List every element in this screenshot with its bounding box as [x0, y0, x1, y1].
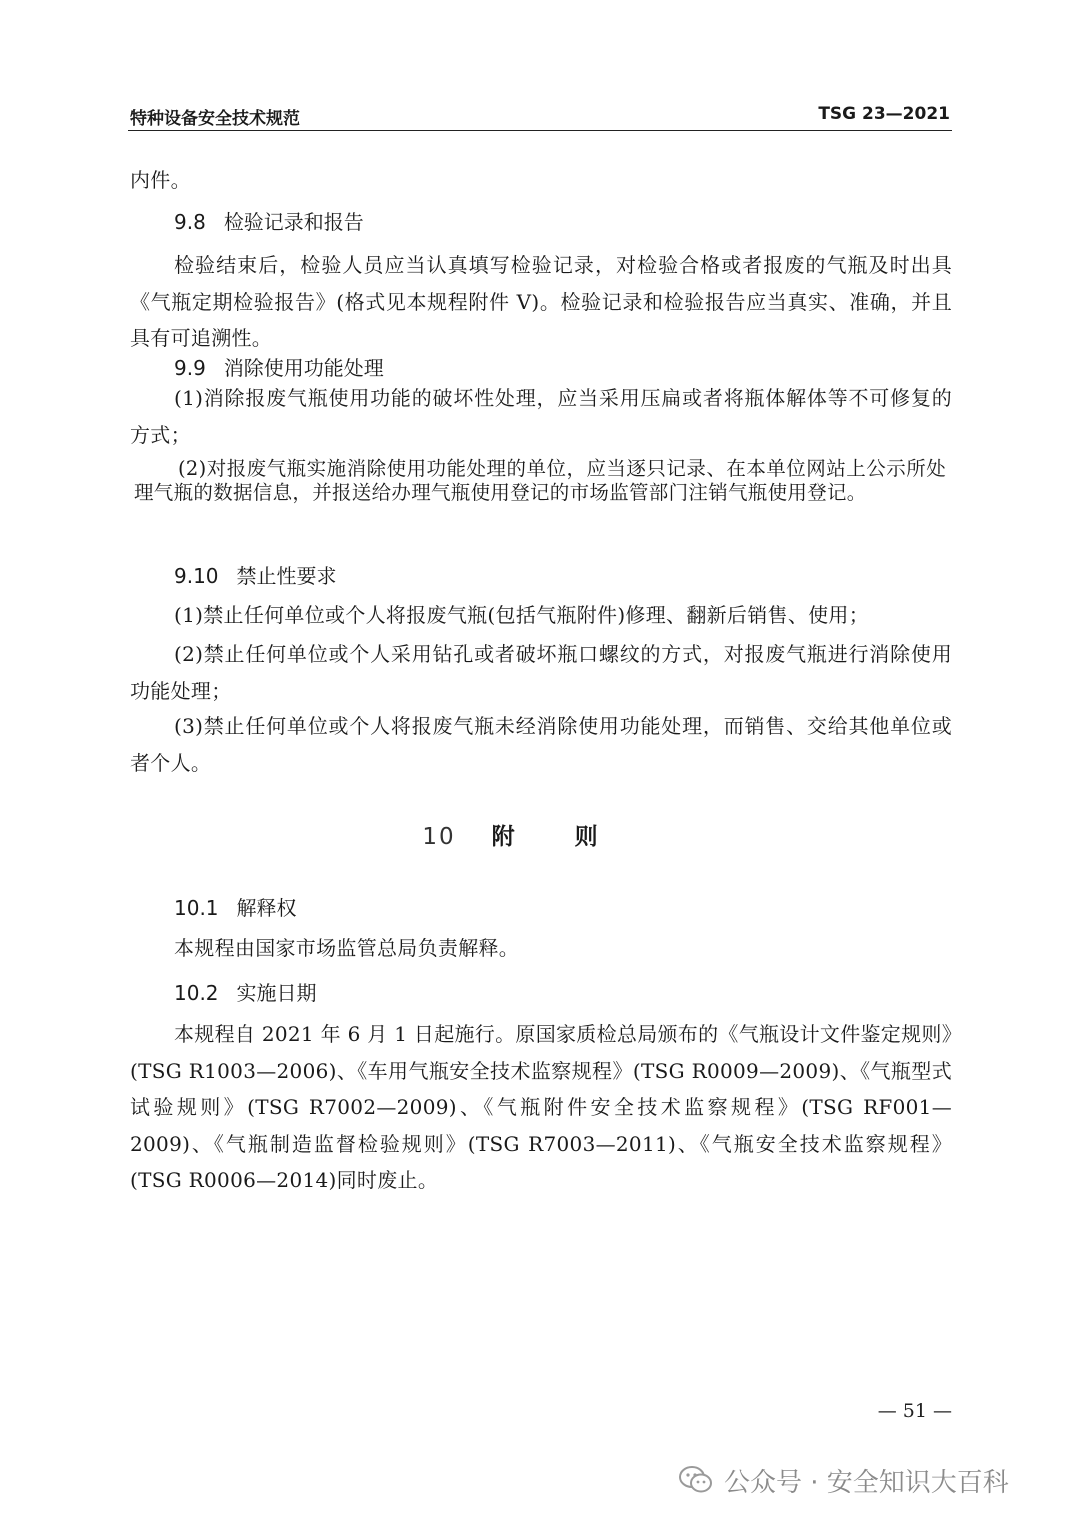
page-number: — 51 —: [877, 1400, 952, 1422]
section-9-8-heading: [174, 204, 364, 240]
section-number: 9.9: [174, 356, 206, 380]
section-title: 解释权: [236, 896, 297, 920]
section-9-10-item-3: (3)禁止任何单位或个人将报废气瓶未经消除使用功能处理，而销售、交给其他单位或者个人。: [130, 714, 952, 775]
section-9-9-item-2: (2)对报废气瓶实施消除使用功能处理的单位，应当逐只记录、在本单位网站上公示所处理气瓶的数据信息，并报送给办理气瓶使用登记的市场监管部门注销气瓶使用登记。: [134, 457, 946, 504]
section-9-9-item-1: (1)消除报废气瓶使用功能的破坏性处理，应当采用压扁或者将瓶体解体等不可修复的方式；: [130, 386, 952, 447]
section-10-2-body: 本规程自 2021 年 6 月 1 日起施行。原国家质检总局颁布的《气瓶设计文件鉴定规则》(TSG R1003—2006)、《车用气瓶安全技术监察规程》(TSG R0009—2009)、《气瓶型式试验规则》(TSG R7002—2009)、《气瓶附件安全技术监察规程》(TSG RF001—2009)、《气瓶制造监督检验规则》(TSG R7003—2011)、《气瓶安全技术监察规程》(TSG R0006—2014)同时废止。: [130, 1022, 952, 1192]
section-10-2-heading: [174, 975, 317, 1011]
section-9-10-heading: [174, 558, 337, 594]
chapter-number: 10: [422, 824, 456, 850]
section-title: 检验记录和报告: [223, 210, 364, 234]
section-number: 9.10: [174, 564, 219, 588]
continuation-text: 内件。: [130, 168, 191, 192]
wechat-icon: [678, 1465, 714, 1495]
section-number: 9.8: [174, 210, 206, 234]
section-title: 禁止性要求: [236, 564, 337, 588]
section-9-8-body: 检验结束后，检验人员应当认真填写检验记录，对检验合格或者报废的气瓶及时出具《气瓶定期检验报告》(格式见本规程附件 V)。检验记录和检验报告应当真实、准确，并且具有可追溯性。: [130, 253, 952, 350]
section-number: 10.1: [174, 896, 219, 920]
section-10-1-heading: [174, 890, 297, 926]
section-number: 10.2: [174, 981, 219, 1005]
section-10-1-body: 本规程由国家市场监管总局负责解释。: [174, 936, 520, 960]
section-title: 消除使用功能处理: [223, 356, 384, 380]
wechat-watermark: [678, 1460, 1009, 1500]
watermark-text: 公众号 · 安全知识大百科: [724, 1467, 1009, 1498]
page-header: [128, 100, 952, 131]
chapter-title: 附则: [491, 823, 658, 850]
chapter-10-heading: [0, 818, 1080, 851]
header-standard-code: TSG 23—2021: [818, 104, 950, 124]
section-title: 实施日期: [236, 981, 317, 1005]
section-9-10-item-2: (2)禁止任何单位或个人采用钻孔或者破坏瓶口螺纹的方式，对报废气瓶进行消除使用功能处理；: [130, 642, 952, 703]
header-title: 特种设备安全技术规范: [130, 109, 300, 129]
section-9-10-item-1: (1)禁止任何单位或个人将报废气瓶(包括气瓶附件)修理、翻新后销售、使用；: [174, 603, 870, 627]
